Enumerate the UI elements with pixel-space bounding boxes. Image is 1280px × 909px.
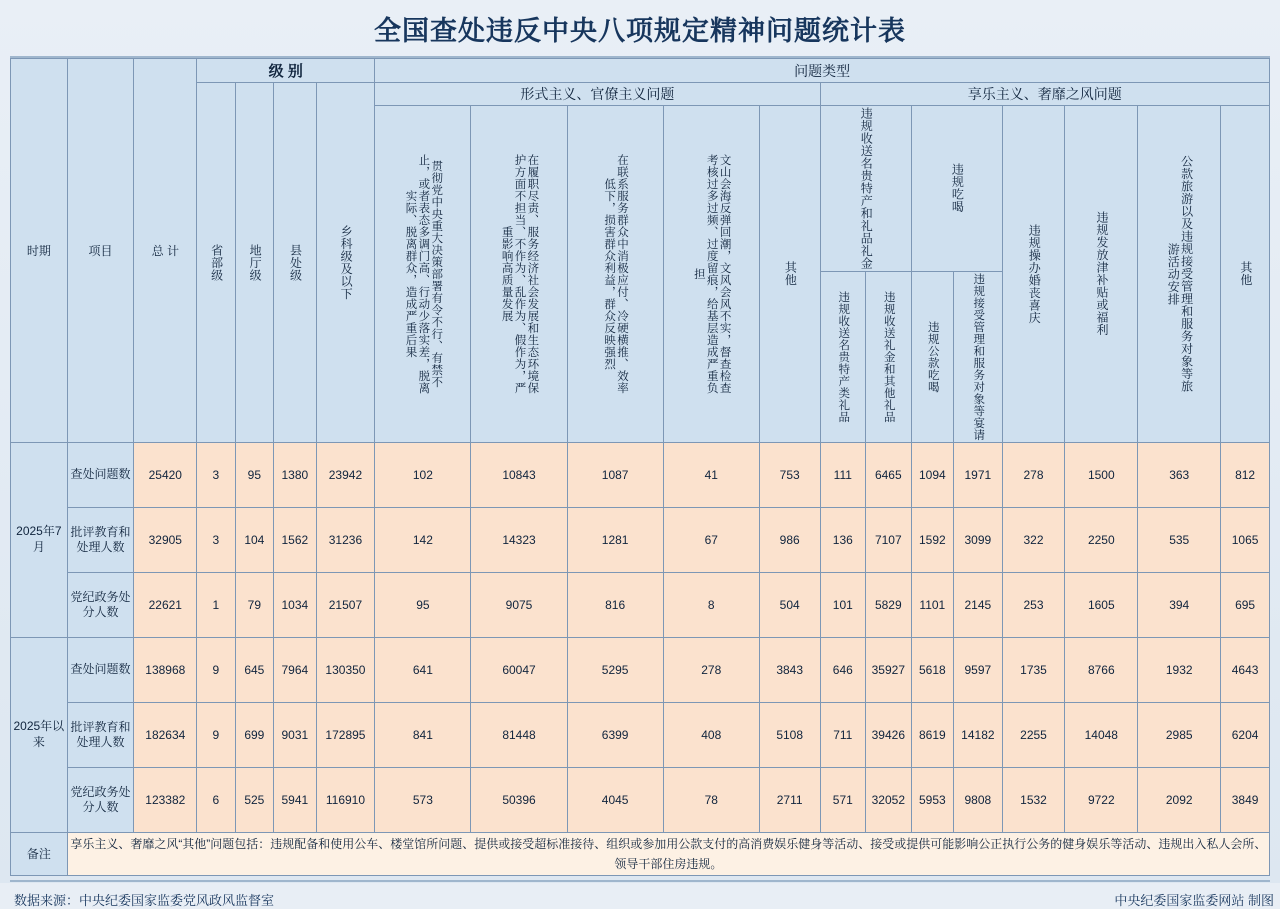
cell-level-county: 1562 <box>274 507 317 572</box>
col-header-drink-sub-1 <box>911 271 954 442</box>
note-text: 享乐主义、奢靡之风“其他”问题包括：违规配备和使用公车、楼堂馆所问题、提供或接受超标准接待、组织或参加用公款支付的高消费娱乐健身等活动、接受或提供可能影响公正执行公务的健身娱乐等活动、违规出入私人会所、领导干部住房违规。 <box>67 832 1269 876</box>
cell-formalism-3: 4045 <box>567 767 663 832</box>
col-header-level-county <box>274 83 317 443</box>
cell-travel: 2092 <box>1138 767 1221 832</box>
cell-drink-sub-1: 5953 <box>911 767 954 832</box>
cell-hedonism-other: 695 <box>1221 572 1270 637</box>
cell-allowance: 14048 <box>1065 702 1138 767</box>
cell-gift-sub-1: 111 <box>820 442 866 507</box>
cell-formalism-1: 102 <box>375 442 471 507</box>
cell-drink-sub-1: 1101 <box>911 572 954 637</box>
col-header-level-group: 级 别 <box>197 59 375 83</box>
col-header-drink-group <box>911 106 1002 272</box>
statistics-table <box>10 58 1270 876</box>
cell-formalism-1: 95 <box>375 572 471 637</box>
col-header-wedding <box>1002 106 1065 443</box>
cell-drink-sub-1: 5618 <box>911 637 954 702</box>
cell-gift-sub-2: 39426 <box>866 702 912 767</box>
cell-level-township: 31236 <box>316 507 375 572</box>
cell-wedding: 1735 <box>1002 637 1065 702</box>
cell-formalism-2: 9075 <box>471 572 567 637</box>
row-label: 党纪政务处分人数 <box>67 572 134 637</box>
cell-level-prefecture: 525 <box>235 767 273 832</box>
cell-wedding: 278 <box>1002 442 1065 507</box>
col-header-hedonism-group: 享乐主义、奢靡之风问题 <box>820 83 1269 106</box>
cell-level-province: 9 <box>197 637 235 702</box>
cell-drink-sub-1: 8619 <box>911 702 954 767</box>
cell-formalism-3: 5295 <box>567 637 663 702</box>
cell-formalism-3: 1281 <box>567 507 663 572</box>
cell-total: 123382 <box>134 767 197 832</box>
table-row <box>11 572 1270 637</box>
level-prefecture-label: 地厅级 <box>248 243 263 281</box>
cell-drink-sub-1: 1592 <box>911 507 954 572</box>
cell-formalism-2: 60047 <box>471 637 567 702</box>
col-header-formalism-4 <box>663 106 759 443</box>
hedonism-other-label: 其他 <box>1238 261 1253 287</box>
cell-formalism-4: 78 <box>663 767 759 832</box>
cell-level-prefecture: 645 <box>235 637 273 702</box>
page-title-bar <box>10 0 1270 56</box>
formalism-4-label: 文山会海反弹回潮，文风会风不实，督查检查考核过多过频、过度留痕，给基层造成严重负担 <box>692 153 731 394</box>
row-label: 党纪政务处分人数 <box>67 767 134 832</box>
cell-formalism-2: 50396 <box>471 767 567 832</box>
cell-formalism-3: 6399 <box>567 702 663 767</box>
cell-gift-sub-2: 32052 <box>866 767 912 832</box>
period-label-2025-07: 2025年7月 <box>11 442 68 637</box>
cell-level-province: 3 <box>197 442 235 507</box>
cell-drink-sub-2: 1971 <box>954 442 1003 507</box>
cell-gift-sub-1: 136 <box>820 507 866 572</box>
page-title: 全国查处违反中央八项规定精神问题统计表 <box>374 15 906 47</box>
cell-total: 138968 <box>134 637 197 702</box>
table-row <box>11 637 1270 702</box>
cell-wedding: 2255 <box>1002 702 1065 767</box>
wedding-label: 违规操办婚丧喜庆 <box>1027 223 1042 324</box>
cell-hedonism-other: 812 <box>1221 442 1270 507</box>
row-label: 查处问题数 <box>67 442 134 507</box>
cell-gift-sub-2: 35927 <box>866 637 912 702</box>
col-header-formalism-3 <box>567 106 663 443</box>
cell-formalism-other: 5108 <box>759 702 820 767</box>
cell-level-county: 5941 <box>274 767 317 832</box>
data-source: 数据来源：中央纪委国家监委党风政风监督室 <box>14 893 275 909</box>
cell-drink-sub-1: 1094 <box>911 442 954 507</box>
footer <box>10 882 1278 909</box>
table-row <box>11 702 1270 767</box>
cell-level-province: 9 <box>197 702 235 767</box>
col-header-gift-group <box>820 106 911 272</box>
cell-formalism-4: 41 <box>663 442 759 507</box>
col-header-item: 项目 <box>67 59 134 443</box>
cell-level-prefecture: 699 <box>235 702 273 767</box>
row-label: 批评教育和处理人数 <box>67 702 134 767</box>
cell-travel: 2985 <box>1138 702 1221 767</box>
gift-group-label: 违规收送名贵特产和礼品礼金 <box>859 107 874 270</box>
cell-hedonism-other: 3849 <box>1221 767 1270 832</box>
cell-formalism-4: 67 <box>663 507 759 572</box>
cell-formalism-other: 3843 <box>759 637 820 702</box>
cell-total: 25420 <box>134 442 197 507</box>
cell-level-county: 7964 <box>274 637 317 702</box>
cell-drink-sub-2: 9597 <box>954 637 1003 702</box>
cell-level-township: 130350 <box>316 637 375 702</box>
drink-group-label: 违规吃喝 <box>950 163 965 214</box>
col-header-drink-sub-2 <box>954 271 1003 442</box>
cell-level-township: 23942 <box>316 442 375 507</box>
cell-allowance: 1500 <box>1065 442 1138 507</box>
row-label: 批评教育和处理人数 <box>67 507 134 572</box>
formalism-2-label: 在履职尽责、服务经济社会发展和生态环境保护方面不担当、不作为、乱作为、假作为，严重影响高质量发展 <box>500 153 539 394</box>
cell-formalism-1: 841 <box>375 702 471 767</box>
cell-level-county: 9031 <box>274 702 317 767</box>
drink-sub-1-label: 违规公款吃喝 <box>926 320 939 393</box>
cell-gift-sub-1: 571 <box>820 767 866 832</box>
travel-label: 公款旅游以及违规接受管理和服务对象等旅游活动安排 <box>1166 155 1194 393</box>
cell-formalism-4: 278 <box>663 637 759 702</box>
cell-travel: 1932 <box>1138 637 1221 702</box>
cell-allowance: 1605 <box>1065 572 1138 637</box>
table-row <box>11 767 1270 832</box>
cell-wedding: 253 <box>1002 572 1065 637</box>
cell-gift-sub-1: 101 <box>820 572 866 637</box>
col-header-allowance <box>1065 106 1138 443</box>
cell-formalism-2: 14323 <box>471 507 567 572</box>
cell-drink-sub-2: 3099 <box>954 507 1003 572</box>
cell-formalism-other: 504 <box>759 572 820 637</box>
cell-hedonism-other: 4643 <box>1221 637 1270 702</box>
col-header-travel <box>1138 106 1221 443</box>
cell-allowance: 9722 <box>1065 767 1138 832</box>
formalism-other-label: 其他 <box>783 261 798 287</box>
cell-level-township: 21507 <box>316 572 375 637</box>
cell-level-township: 116910 <box>316 767 375 832</box>
note-row <box>11 832 1270 876</box>
cell-level-province: 3 <box>197 507 235 572</box>
level-township-label: 乡科级及以下 <box>339 224 354 300</box>
cell-formalism-3: 816 <box>567 572 663 637</box>
cell-gift-sub-1: 711 <box>820 702 866 767</box>
col-header-total: 总 计 <box>134 59 197 443</box>
cell-hedonism-other: 6204 <box>1221 702 1270 767</box>
allowance-label: 违规发放津补贴或福利 <box>1095 211 1110 337</box>
cell-total: 182634 <box>134 702 197 767</box>
cell-formalism-3: 1087 <box>567 442 663 507</box>
col-header-level-township <box>316 83 375 443</box>
col-header-formalism-other <box>759 106 820 443</box>
cell-gift-sub-2: 6465 <box>866 442 912 507</box>
cell-formalism-2: 81448 <box>471 702 567 767</box>
cell-level-county: 1380 <box>274 442 317 507</box>
level-county-label: 县处级 <box>288 243 303 281</box>
cell-gift-sub-2: 5829 <box>866 572 912 637</box>
cell-formalism-2: 10843 <box>471 442 567 507</box>
cell-travel: 363 <box>1138 442 1221 507</box>
formalism-3-label: 在联系服务群众中消极应付、冷硬横推、效率低下，损害群众利益，群众反映强烈 <box>603 153 628 394</box>
col-header-period: 时期 <box>11 59 68 443</box>
cell-formalism-4: 408 <box>663 702 759 767</box>
credit: 中央纪委国家监委网站 制图 <box>1114 893 1274 909</box>
col-header-formalism-2 <box>471 106 567 443</box>
table-row <box>11 507 1270 572</box>
formalism-1-label: 贯彻党中央重大决策部署有令不行、有禁不止，或者表态多调门高、行动少落实差，脱离实际、脱离群众，造成严重后果 <box>404 153 443 394</box>
cell-drink-sub-2: 9808 <box>954 767 1003 832</box>
cell-formalism-other: 2711 <box>759 767 820 832</box>
cell-allowance: 8766 <box>1065 637 1138 702</box>
cell-drink-sub-2: 2145 <box>954 572 1003 637</box>
cell-level-township: 172895 <box>316 702 375 767</box>
col-header-level-prefecture <box>235 83 273 443</box>
cell-total: 22621 <box>134 572 197 637</box>
cell-gift-sub-1: 646 <box>820 637 866 702</box>
col-header-hedonism-other <box>1221 106 1270 443</box>
header-row-1 <box>11 59 1270 83</box>
col-header-formalism-1 <box>375 106 471 443</box>
cell-hedonism-other: 1065 <box>1221 507 1270 572</box>
level-province-label: 省部级 <box>209 243 224 281</box>
cell-formalism-other: 986 <box>759 507 820 572</box>
cell-level-prefecture: 104 <box>235 507 273 572</box>
cell-level-province: 6 <box>197 767 235 832</box>
header-row-2 <box>11 83 1270 106</box>
cell-level-prefecture: 79 <box>235 572 273 637</box>
cell-wedding: 322 <box>1002 507 1065 572</box>
cell-total: 32905 <box>134 507 197 572</box>
cell-level-province: 1 <box>197 572 235 637</box>
row-label: 查处问题数 <box>67 637 134 702</box>
period-label-2025-ytd: 2025年以来 <box>11 637 68 832</box>
cell-formalism-other: 753 <box>759 442 820 507</box>
cell-drink-sub-2: 14182 <box>954 702 1003 767</box>
col-header-gift-sub-2 <box>866 271 912 442</box>
cell-gift-sub-2: 7107 <box>866 507 912 572</box>
cell-level-county: 1034 <box>274 572 317 637</box>
note-label: 备注 <box>11 832 68 876</box>
col-header-gift-sub-1 <box>820 271 866 442</box>
col-header-problem-type: 问题类型 <box>375 59 1270 83</box>
cell-travel: 535 <box>1138 507 1221 572</box>
cell-travel: 394 <box>1138 572 1221 637</box>
col-header-level-province <box>197 83 235 443</box>
cell-formalism-1: 641 <box>375 637 471 702</box>
cell-formalism-1: 142 <box>375 507 471 572</box>
cell-formalism-4: 8 <box>663 572 759 637</box>
cell-wedding: 1532 <box>1002 767 1065 832</box>
table-row <box>11 442 1270 507</box>
gift-sub-2-label: 违规收送礼金和其他礼品 <box>882 290 895 423</box>
drink-sub-2-label: 违规接受管理和服务对象等宴请 <box>972 272 985 441</box>
cell-allowance: 2250 <box>1065 507 1138 572</box>
col-header-formalism-group: 形式主义、官僚主义问题 <box>375 83 820 106</box>
cell-level-prefecture: 95 <box>235 442 273 507</box>
cell-formalism-1: 573 <box>375 767 471 832</box>
gift-sub-1-label: 违规收送名贵特产类礼品 <box>837 290 850 423</box>
